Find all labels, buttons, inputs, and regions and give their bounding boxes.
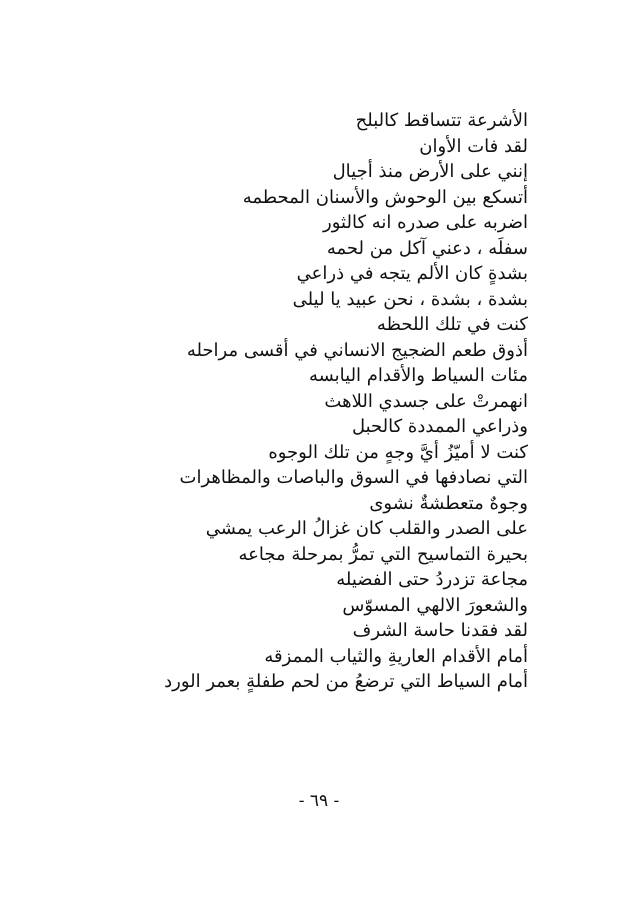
poem-line: أمام الأقدام العاريةِ والثياب الممزقه (264, 645, 528, 667)
poem-line: أتسكع بين الوحوش والأسنان المحطمه (242, 186, 528, 208)
poem-line: لقد فقدنا حاسة الشرف (352, 620, 528, 641)
poem-line: انهمرتْ على جسدي اللاهث (324, 390, 528, 412)
poem-line: بشدةٍ كان الألم يتجه في ذراعي (296, 263, 528, 284)
poem-line: كنت لا أميّزُ أيَّ وجهٍ من تلك الوجوه (268, 441, 528, 463)
poem-line: بشدة ، بشدة ، نحن عبيد يا ليلى (292, 288, 528, 310)
poem-line: اضربه على صدره انه كالثور (323, 212, 528, 233)
poem-line: مئات السياط والأقدام اليابسه (308, 365, 528, 386)
poem-line: إنني على الأرض منذ أجيال (332, 161, 528, 182)
poem-line: لقد فات الأوان (419, 135, 528, 157)
poem-line: أذوق طعم الضجيج الانساني في أقسى مراحله (186, 339, 528, 361)
poem-line: مجاعة تزدردُ حتى الفضيله (336, 569, 528, 590)
poem-line: التي نصادفها في السوق والباصات والمظاهرات (179, 467, 528, 488)
poem-line: أمام السياط التي ترضعُ من لحم طفلةٍ بعمر الورد (164, 671, 528, 692)
page-number: - ٦٩ - (298, 791, 340, 811)
poem-line: بحيرة التماسيح التي تمرُّ بمرحلة مجاعه (238, 543, 528, 565)
poem-line: على الصدر والقلب كان غزالُ الرعب يمشي (205, 518, 528, 539)
poem-stanza (68, 108, 528, 695)
poem-line: والشعورَ الالهي المسوّس (342, 594, 528, 616)
poem-line: سفلَه ، دعني آكل من لحمه (326, 237, 528, 259)
poem-line: الأشرعة تتساقط كالبلح (355, 110, 528, 131)
poem-line: كنت في تلك اللحظه (376, 314, 528, 335)
poem-line: وذراعي الممددة كالحبل (351, 416, 528, 437)
poem-line: وجوهٌ متعطشةٌ نشوى (369, 492, 528, 514)
